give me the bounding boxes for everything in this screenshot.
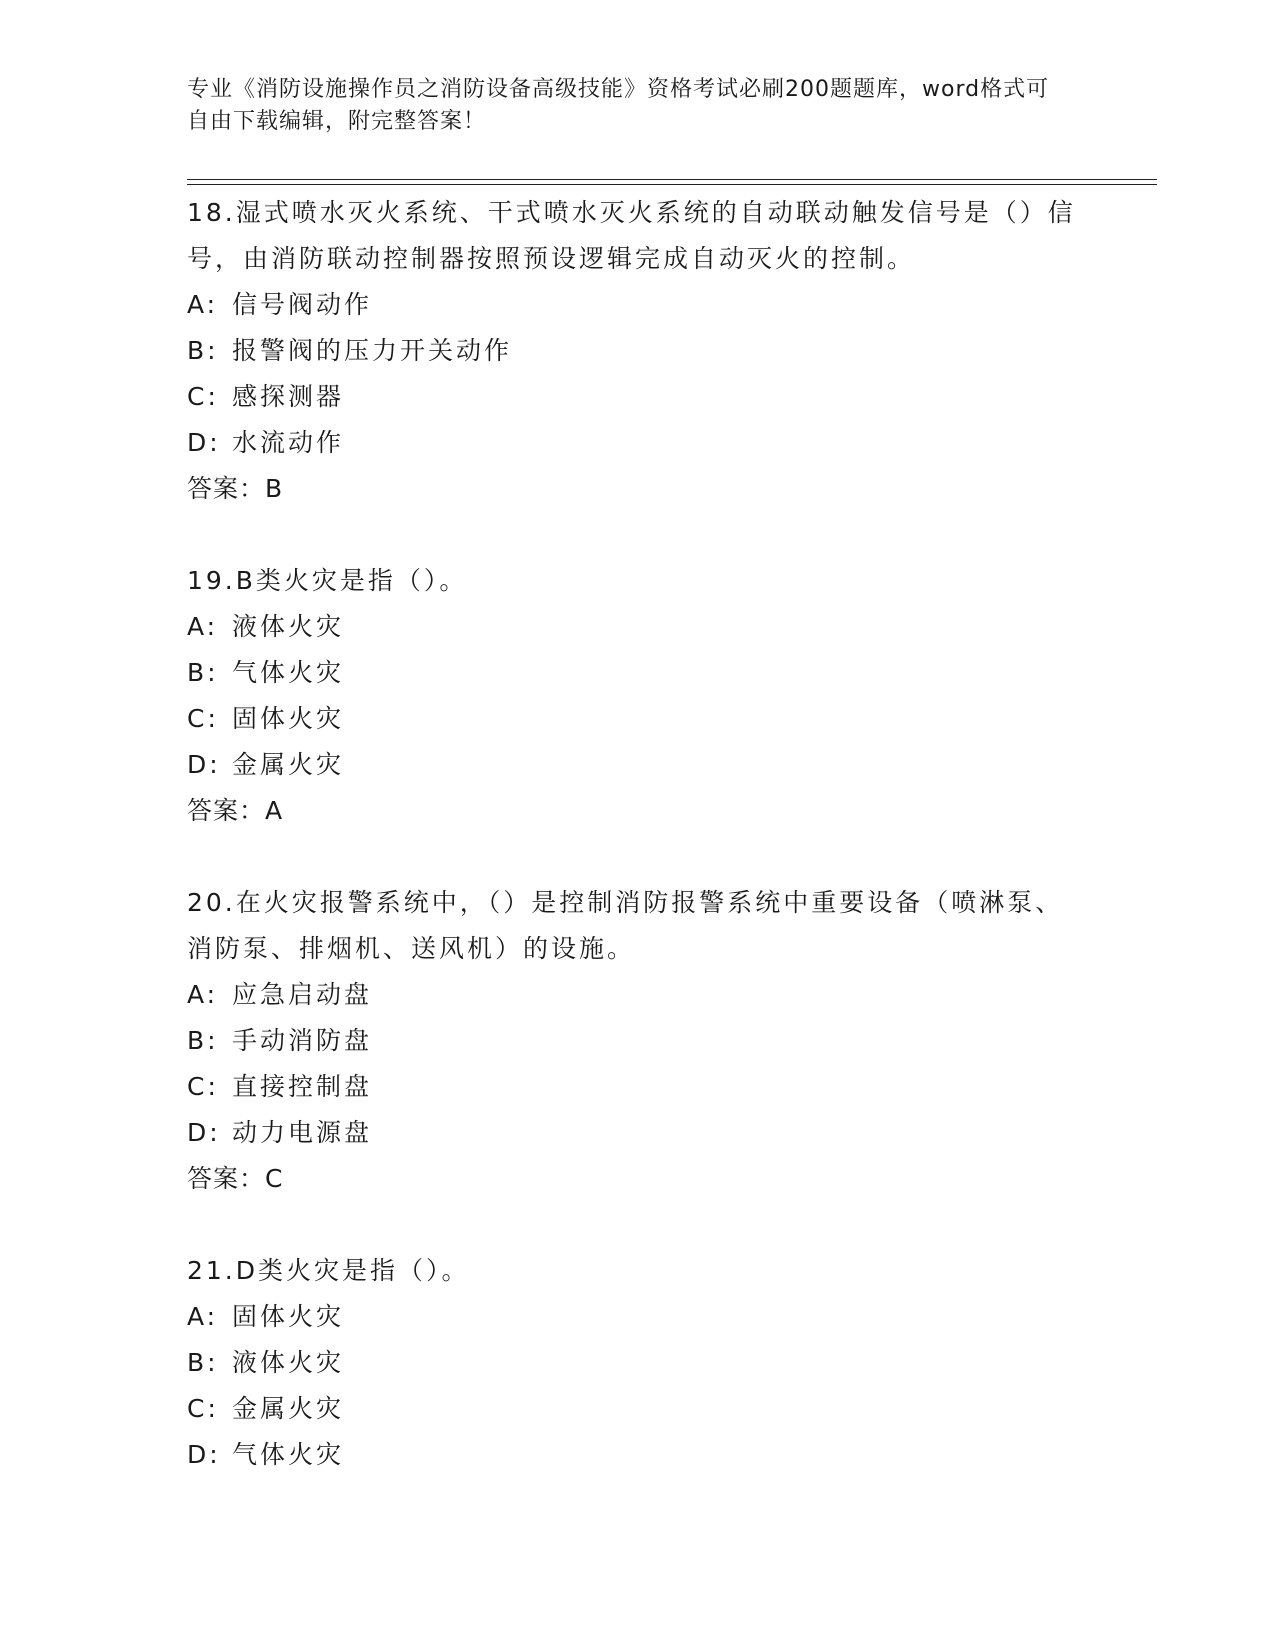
option-text: 直接控制盘: [232, 1072, 373, 1101]
option-letter: B:: [187, 336, 219, 365]
answer-line: 答案：C: [187, 1164, 284, 1193]
option-text: 固体火灾: [232, 704, 345, 733]
question-list: [187, 190, 1087, 1524]
option-text: 金属火灾: [232, 750, 345, 779]
option-letter: A:: [187, 980, 219, 1009]
option-letter: A:: [187, 1302, 219, 1331]
option-letter: D:: [187, 750, 221, 779]
question-stem: 19.B类火灾是指（）。: [187, 566, 468, 595]
option-letter: A:: [187, 612, 219, 641]
option-letter: A:: [187, 290, 219, 319]
option-letter: B:: [187, 658, 219, 687]
question-21: [187, 1248, 1087, 1478]
question-19: [187, 558, 1087, 834]
option-a: [187, 604, 1087, 650]
option-text: 信号阀动作: [232, 290, 373, 319]
question-stem: 20.在火灾报警系统中，（）是控制消防报警系统中重要设备（喷淋泵、消防泵、排烟机、送风机）的设施。: [187, 888, 1064, 963]
option-text: 水流动作: [232, 428, 345, 457]
option-d: [187, 1110, 1087, 1156]
option-text: 固体火灾: [232, 1302, 345, 1331]
option-letter: D:: [187, 1118, 221, 1147]
option-text: 气体火灾: [232, 1440, 345, 1469]
answer-line: 答案：B: [187, 474, 284, 503]
option-text: 感探测器: [232, 382, 345, 411]
option-text: 液体火灾: [232, 1348, 345, 1377]
option-letter: C:: [187, 1072, 219, 1101]
option-letter: C:: [187, 382, 219, 411]
option-text: 应急启动盘: [232, 980, 373, 1009]
option-b: [187, 1018, 1087, 1064]
option-d: [187, 742, 1087, 788]
option-c: [187, 374, 1087, 420]
option-b: [187, 1340, 1087, 1386]
header-divider-bottom: [187, 184, 1157, 185]
option-text: 动力电源盘: [232, 1118, 373, 1147]
option-b: [187, 650, 1087, 696]
option-c: [187, 1064, 1087, 1110]
option-text: 金属火灾: [232, 1394, 345, 1423]
question-stem: 18.湿式喷水灭火系统、干式喷水灭火系统的自动联动触发信号是（）信号，由消防联动控制器按照预设逻辑完成自动灭火的控制。: [187, 198, 1076, 273]
question-18: [187, 190, 1087, 512]
option-letter: C:: [187, 1394, 219, 1423]
option-letter: B:: [187, 1026, 219, 1055]
option-c: [187, 1386, 1087, 1432]
document-header: 专业《消防设施操作员之消防设备高级技能》资格考试必刷200题题库，word格式可自由下载编辑，附完整答案！: [187, 77, 1050, 134]
option-a: [187, 1294, 1087, 1340]
option-a: [187, 972, 1087, 1018]
answer-line: 答案：A: [187, 796, 284, 825]
option-d: [187, 1432, 1087, 1478]
option-letter: D:: [187, 1440, 221, 1469]
option-text: 手动消防盘: [232, 1026, 373, 1055]
question-stem: 21.D类火灾是指（）。: [187, 1256, 470, 1285]
option-b: [187, 328, 1087, 374]
option-letter: B:: [187, 1348, 219, 1377]
header-divider-top: [187, 179, 1157, 180]
option-c: [187, 696, 1087, 742]
option-a: [187, 282, 1087, 328]
option-text: 报警阀的压力开关动作: [232, 336, 513, 365]
option-d: [187, 420, 1087, 466]
option-letter: C:: [187, 704, 219, 733]
question-20: [187, 880, 1087, 1202]
option-letter: D:: [187, 428, 221, 457]
option-text: 气体火灾: [232, 658, 345, 687]
option-text: 液体火灾: [232, 612, 345, 641]
